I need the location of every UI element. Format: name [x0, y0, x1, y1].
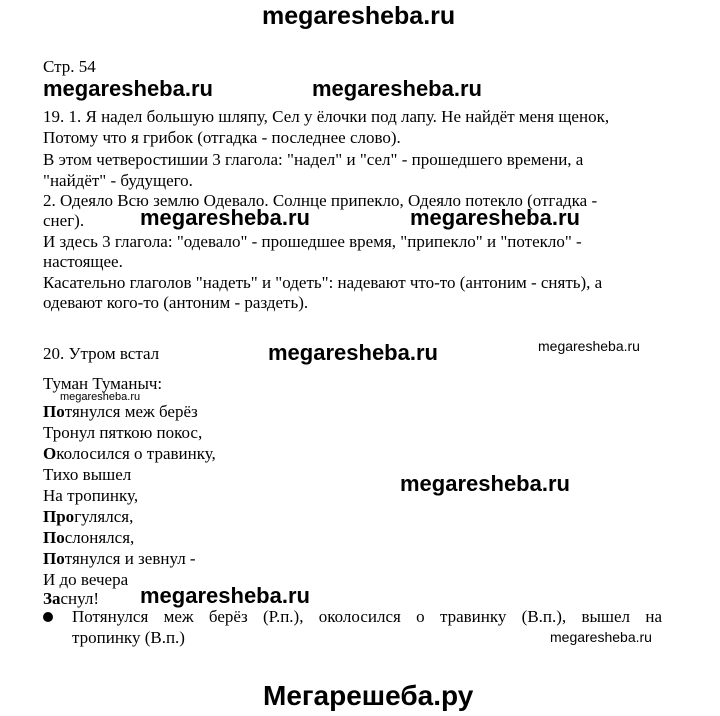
ex19-line: Касательно глаголов "надеть" и "одеть": надевают что-то (антоним - снять), а [43, 273, 603, 292]
poem-line: Околосился о травинку, [43, 444, 216, 463]
watermark: megaresheba.ru [268, 340, 438, 365]
poem-line: Туман Туманыч: [43, 374, 163, 393]
watermark: megaresheba.ru [400, 471, 570, 496]
watermark: megaresheba.ru [550, 629, 652, 645]
poem-line: И до вечера [43, 570, 129, 589]
watermark: megaresheba.ru [538, 338, 640, 354]
ex19-line: В этом четверостишии 3 глагола: "надел" и "сел" - прошедшего времени, а [43, 150, 584, 169]
poem-line: На тропинку, [43, 486, 139, 505]
ex19-line: настоящее. [43, 252, 123, 271]
bullet-text-line: тропинку (В.п.) [72, 628, 185, 647]
ex19-line: "найдёт" - будущего. [43, 171, 193, 190]
poem-line: Тихо вышел [43, 465, 132, 484]
poem-line: Заснул! [43, 589, 100, 608]
footer-brand: Мегарешеба.ру [263, 680, 474, 711]
bullet-text-line: Потянулся меж берёз (Р.п.), околосился о травинку (В.п.), вышел на [72, 607, 662, 626]
poem-line: Прогулялся, [43, 507, 134, 526]
ex19-line: 19. 1. Я надел большую шляпу, Сел у ёлочки под лапу. Не найдёт меня щенок, [43, 107, 610, 126]
ex19-line: 2. Одеяло Всю землю Одевало. Солнце припекло, Одеяло потекло (отгадка - [43, 191, 598, 210]
poem-line: Потянулся и зевнул - [43, 549, 196, 568]
watermark: megaresheba.ru [140, 583, 310, 608]
ex19-line: снег). [43, 211, 85, 230]
ex19-line: И здесь 3 глагола: "одевало" - прошедшее время, "припекло" и "потекло" - [43, 232, 582, 251]
ex19-line: одевают кого-то (антоним - раздеть). [43, 293, 309, 312]
watermark: megaresheba.ru [60, 391, 141, 403]
watermark: megaresheba.ru [410, 205, 580, 230]
ex19-line: Потому что я грибок (отгадка - последнее слово). [43, 128, 401, 147]
bullet-icon [43, 612, 53, 622]
poem-line: Потянулся меж берёз [43, 402, 198, 421]
poem-line: Послонялся, [43, 528, 135, 547]
watermark: megaresheba.ru [140, 205, 310, 230]
page-label: Стр. 54 [43, 57, 96, 76]
watermark-top: megaresheba.ru [262, 2, 456, 30]
ex20-title: 20. Утром встал [43, 344, 160, 363]
poem-line: Тронул пяткою покос, [43, 423, 203, 442]
watermark: megaresheba.ru [43, 76, 213, 101]
watermark: megaresheba.ru [312, 76, 482, 101]
